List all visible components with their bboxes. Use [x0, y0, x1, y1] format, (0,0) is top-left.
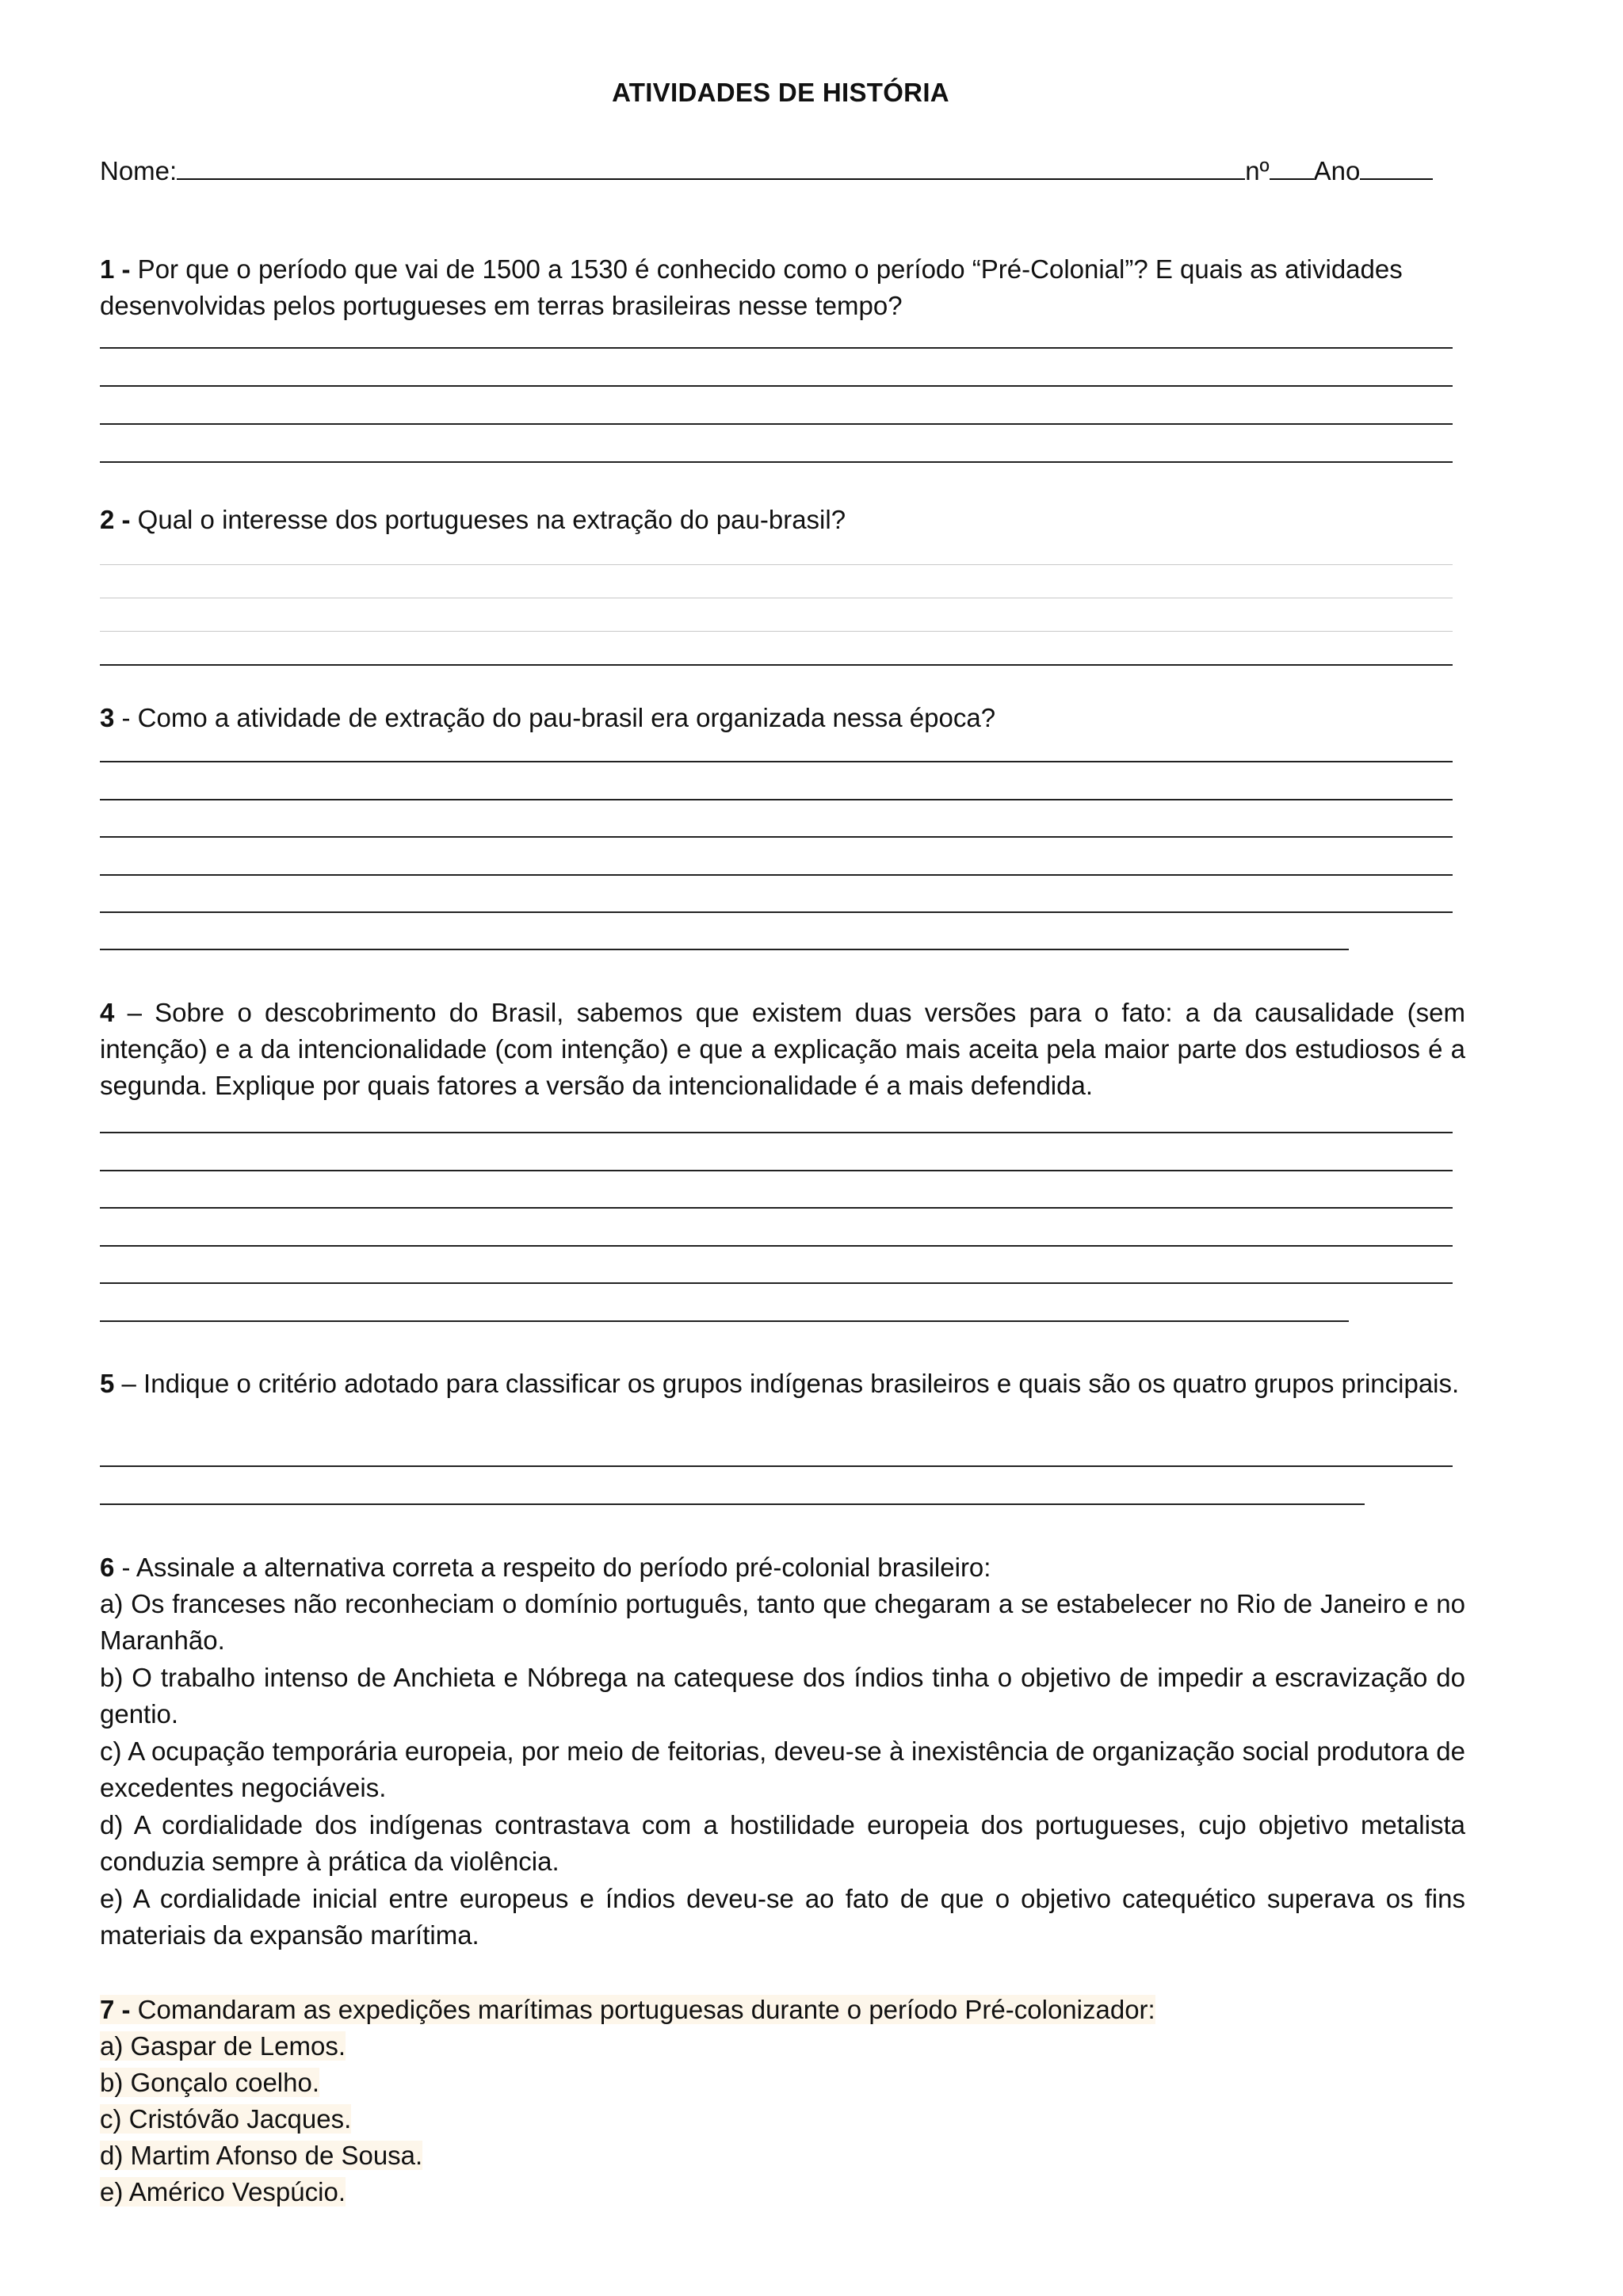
answer-line[interactable] — [100, 1170, 1453, 1171]
name-label: Nome: — [100, 156, 178, 185]
name-row — [100, 155, 1455, 186]
number-field[interactable] — [1270, 155, 1314, 180]
answer-line[interactable] — [100, 911, 1453, 913]
answer-line[interactable] — [100, 799, 1453, 800]
answer-line[interactable] — [100, 949, 1349, 950]
answer-line[interactable] — [100, 385, 1453, 387]
answer-line[interactable] — [100, 1465, 1453, 1467]
option-6d[interactable]: d) A cordialidade dos indígenas contrastava com a hostilidade europeia dos portugueses, cujo objetivo metalista conduzia sempre à prática da violência. — [100, 1810, 1465, 1876]
question-3-number: 3 — [100, 703, 115, 732]
answer-line[interactable] — [100, 1282, 1453, 1284]
question-4-number: 4 — [100, 998, 115, 1027]
question-4 — [100, 995, 1465, 1104]
answer-line[interactable] — [100, 564, 1453, 565]
question-6-number: 6 — [100, 1553, 115, 1582]
page-title: ATIVIDADES DE HISTÓRIA — [612, 78, 949, 107]
option-7c[interactable] — [100, 2101, 351, 2137]
answer-line[interactable] — [100, 761, 1453, 762]
question-7 — [100, 1992, 1155, 2028]
question-5-text: – Indique o critério adotado para classificar os grupos indígenas brasileiros e quais são os quatro grupos principais. — [114, 1369, 1460, 1398]
option-6b[interactable]: b) O trabalho intenso de Anchieta e Nóbrega na catequese dos índios tinha o objetivo de impedir a escravização do gentio. — [100, 1663, 1465, 1729]
question-5 — [100, 1366, 1465, 1402]
answer-line[interactable] — [100, 836, 1453, 838]
option-7b[interactable] — [100, 2065, 319, 2101]
option-7e[interactable] — [100, 2174, 346, 2210]
answer-line[interactable] — [100, 1207, 1453, 1209]
answer-line[interactable] — [100, 461, 1453, 463]
option-6c[interactable]: c) A ocupação temporária europeia, por meio de feitorias, deveu-se à inexistência de organização social produtora de excedentes negociáveis. — [100, 1736, 1465, 1802]
option-6a[interactable]: a) Os franceses não reconheciam o domínio português, tanto que chegaram a se estabelecer no Rio de Janeiro e no Maranhão. — [100, 1589, 1465, 1655]
year-field[interactable] — [1360, 155, 1433, 180]
question-1 — [100, 251, 1465, 324]
answer-line[interactable] — [100, 1320, 1349, 1322]
question-7-number: 7 - — [100, 1995, 131, 2024]
question-7-text: Comandaram as expedições marítimas portuguesas durante o período Pré-colonizador: — [130, 1995, 1155, 2024]
answer-line[interactable] — [100, 874, 1453, 876]
question-5-number: 5 — [100, 1369, 115, 1398]
option-7c-label: c) Cristóvão Jacques. — [100, 2104, 352, 2134]
question-2-text: Qual o interesse dos portugueses na extração do pau-brasil? — [130, 505, 846, 534]
option-7a[interactable] — [100, 2028, 346, 2065]
question-2 — [100, 502, 1465, 538]
question-4-text: – Sobre o descobrimento do Brasil, sabemos que existem duas versões para o fato: a da causalidade (sem intenção) e a da intencionalidade (com intenção) e que a explicação mais aceita pela maior parte dos estudiosos é a segunda. Explique por quais fatores a versão da intencionalidade é a mais defendida. — [100, 998, 1465, 1100]
answer-line[interactable] — [100, 1245, 1453, 1247]
option-7b-label: b) Gonçalo coelho. — [100, 2068, 320, 2097]
question-6-text: - Assinale a alternativa correta a respeito do período pré-colonial brasileiro: — [114, 1553, 991, 1582]
question-3-text: - Como a atividade de extração do pau-brasil era organizada nessa época? — [114, 703, 996, 732]
question-6 — [100, 1549, 1465, 1586]
number-label: nº — [1245, 156, 1270, 185]
answer-line[interactable] — [100, 423, 1453, 425]
name-field[interactable] — [177, 155, 1245, 180]
question-3 — [100, 700, 1465, 736]
question-1-number: 1 - — [100, 254, 131, 284]
answer-line[interactable] — [100, 1132, 1453, 1133]
question-1-text: Por que o período que vai de 1500 a 1530 é conhecido como o período “Pré-Colonial”? E quais as atividades desenvolvidas pelos portugueses em terras brasileiras nesse tempo? — [100, 254, 1403, 320]
option-6e[interactable]: e) A cordialidade inicial entre europeus e índios deveu-se ao fato de que o objetivo catequético superava os fins materiais da expansão marítima. — [100, 1884, 1465, 1950]
answer-line[interactable] — [100, 347, 1453, 349]
answer-line[interactable] — [100, 664, 1453, 666]
option-7a-label: a) Gaspar de Lemos. — [100, 2031, 346, 2061]
answer-line[interactable] — [100, 1503, 1365, 1505]
year-label: Ano — [1313, 156, 1361, 185]
question-2-number: 2 - — [100, 505, 131, 534]
option-7e-label: e) Américo Vespúcio. — [100, 2177, 346, 2206]
answer-line[interactable] — [100, 631, 1453, 632]
option-7d[interactable] — [100, 2137, 422, 2174]
option-7d-label: d) Martim Afonso de Sousa. — [100, 2141, 423, 2170]
